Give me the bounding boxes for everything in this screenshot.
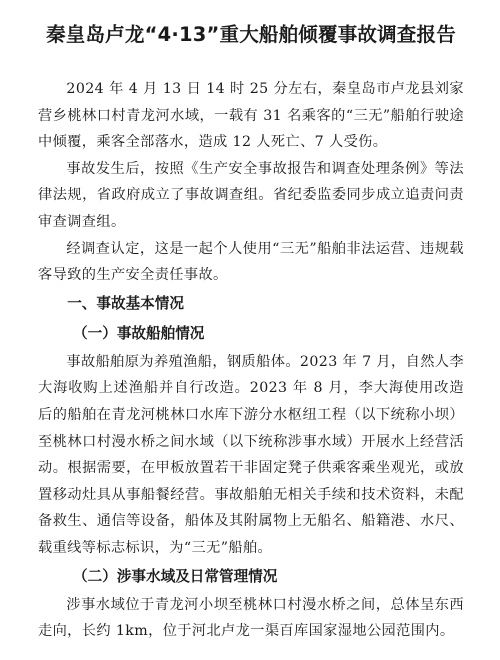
subsection-heading-vessel: （一）事故船舶情况 [73,324,205,342]
intro-paragraph-3: 经调查认定，这是一起个人使用“三无”船舶非法运营、违规载客导致的生产安全责任事故。 [38,240,464,284]
subsection-heading-waters: （二）涉事水域及日常管理情况 [73,567,278,585]
section-heading-basic-info: 一、事故基本情况 [67,294,184,312]
intro-paragraph-1: 2024 年 4 月 13 日 14 时 25 分左右，秦皇岛市卢龙县刘家营乡桃林口村青龙河水域，一载有 31 名乘客的“三无”船舶行驶途中倾覆，乘客全部落水，造成 12 人死亡、7 人受伤。 [38,81,464,151]
intro-paragraph-2: 事故发生后，按照《生产安全事故报告和调查处理条例》等法律法规，省政府成立了事故调查组。省纪委监委同步成立追责问责审查调查组。 [38,160,464,230]
waters-paragraph: 涉事水域位于青龙河小坝至桃林口村漫水桥之间，总体呈东西走向，长约 1km，位于河北卢龙一渠百库国家湿地公园范围内。 [38,596,464,640]
vessel-paragraph: 事故船舶原为养殖渔船，钢质船体。2023 年 7 月，自然人李大海收购上述渔船并自行改造。2023 年 8 月，李大海使用改造后的船舶在青龙河桃林口水库下游分水枢纽工程（以下统称小坝）至桃林口村漫水桥之间水域（以下统称涉事水域）开展水上经营活动。根据需要，在甲板放置若干非固定凳子供乘客乘坐观光，或放置移动灶具从事船餐经营。事故船舶无相关手续和技术资料，未配备救生、通信等设备，船体及其附属物上无船名、船籍港、水尺、载重线等标志标识，为“三无”船舶。 [38,353,464,556]
report-title: 秦皇岛卢龙“4·13”重大船舶倾覆事故调查报告 [46,23,456,46]
